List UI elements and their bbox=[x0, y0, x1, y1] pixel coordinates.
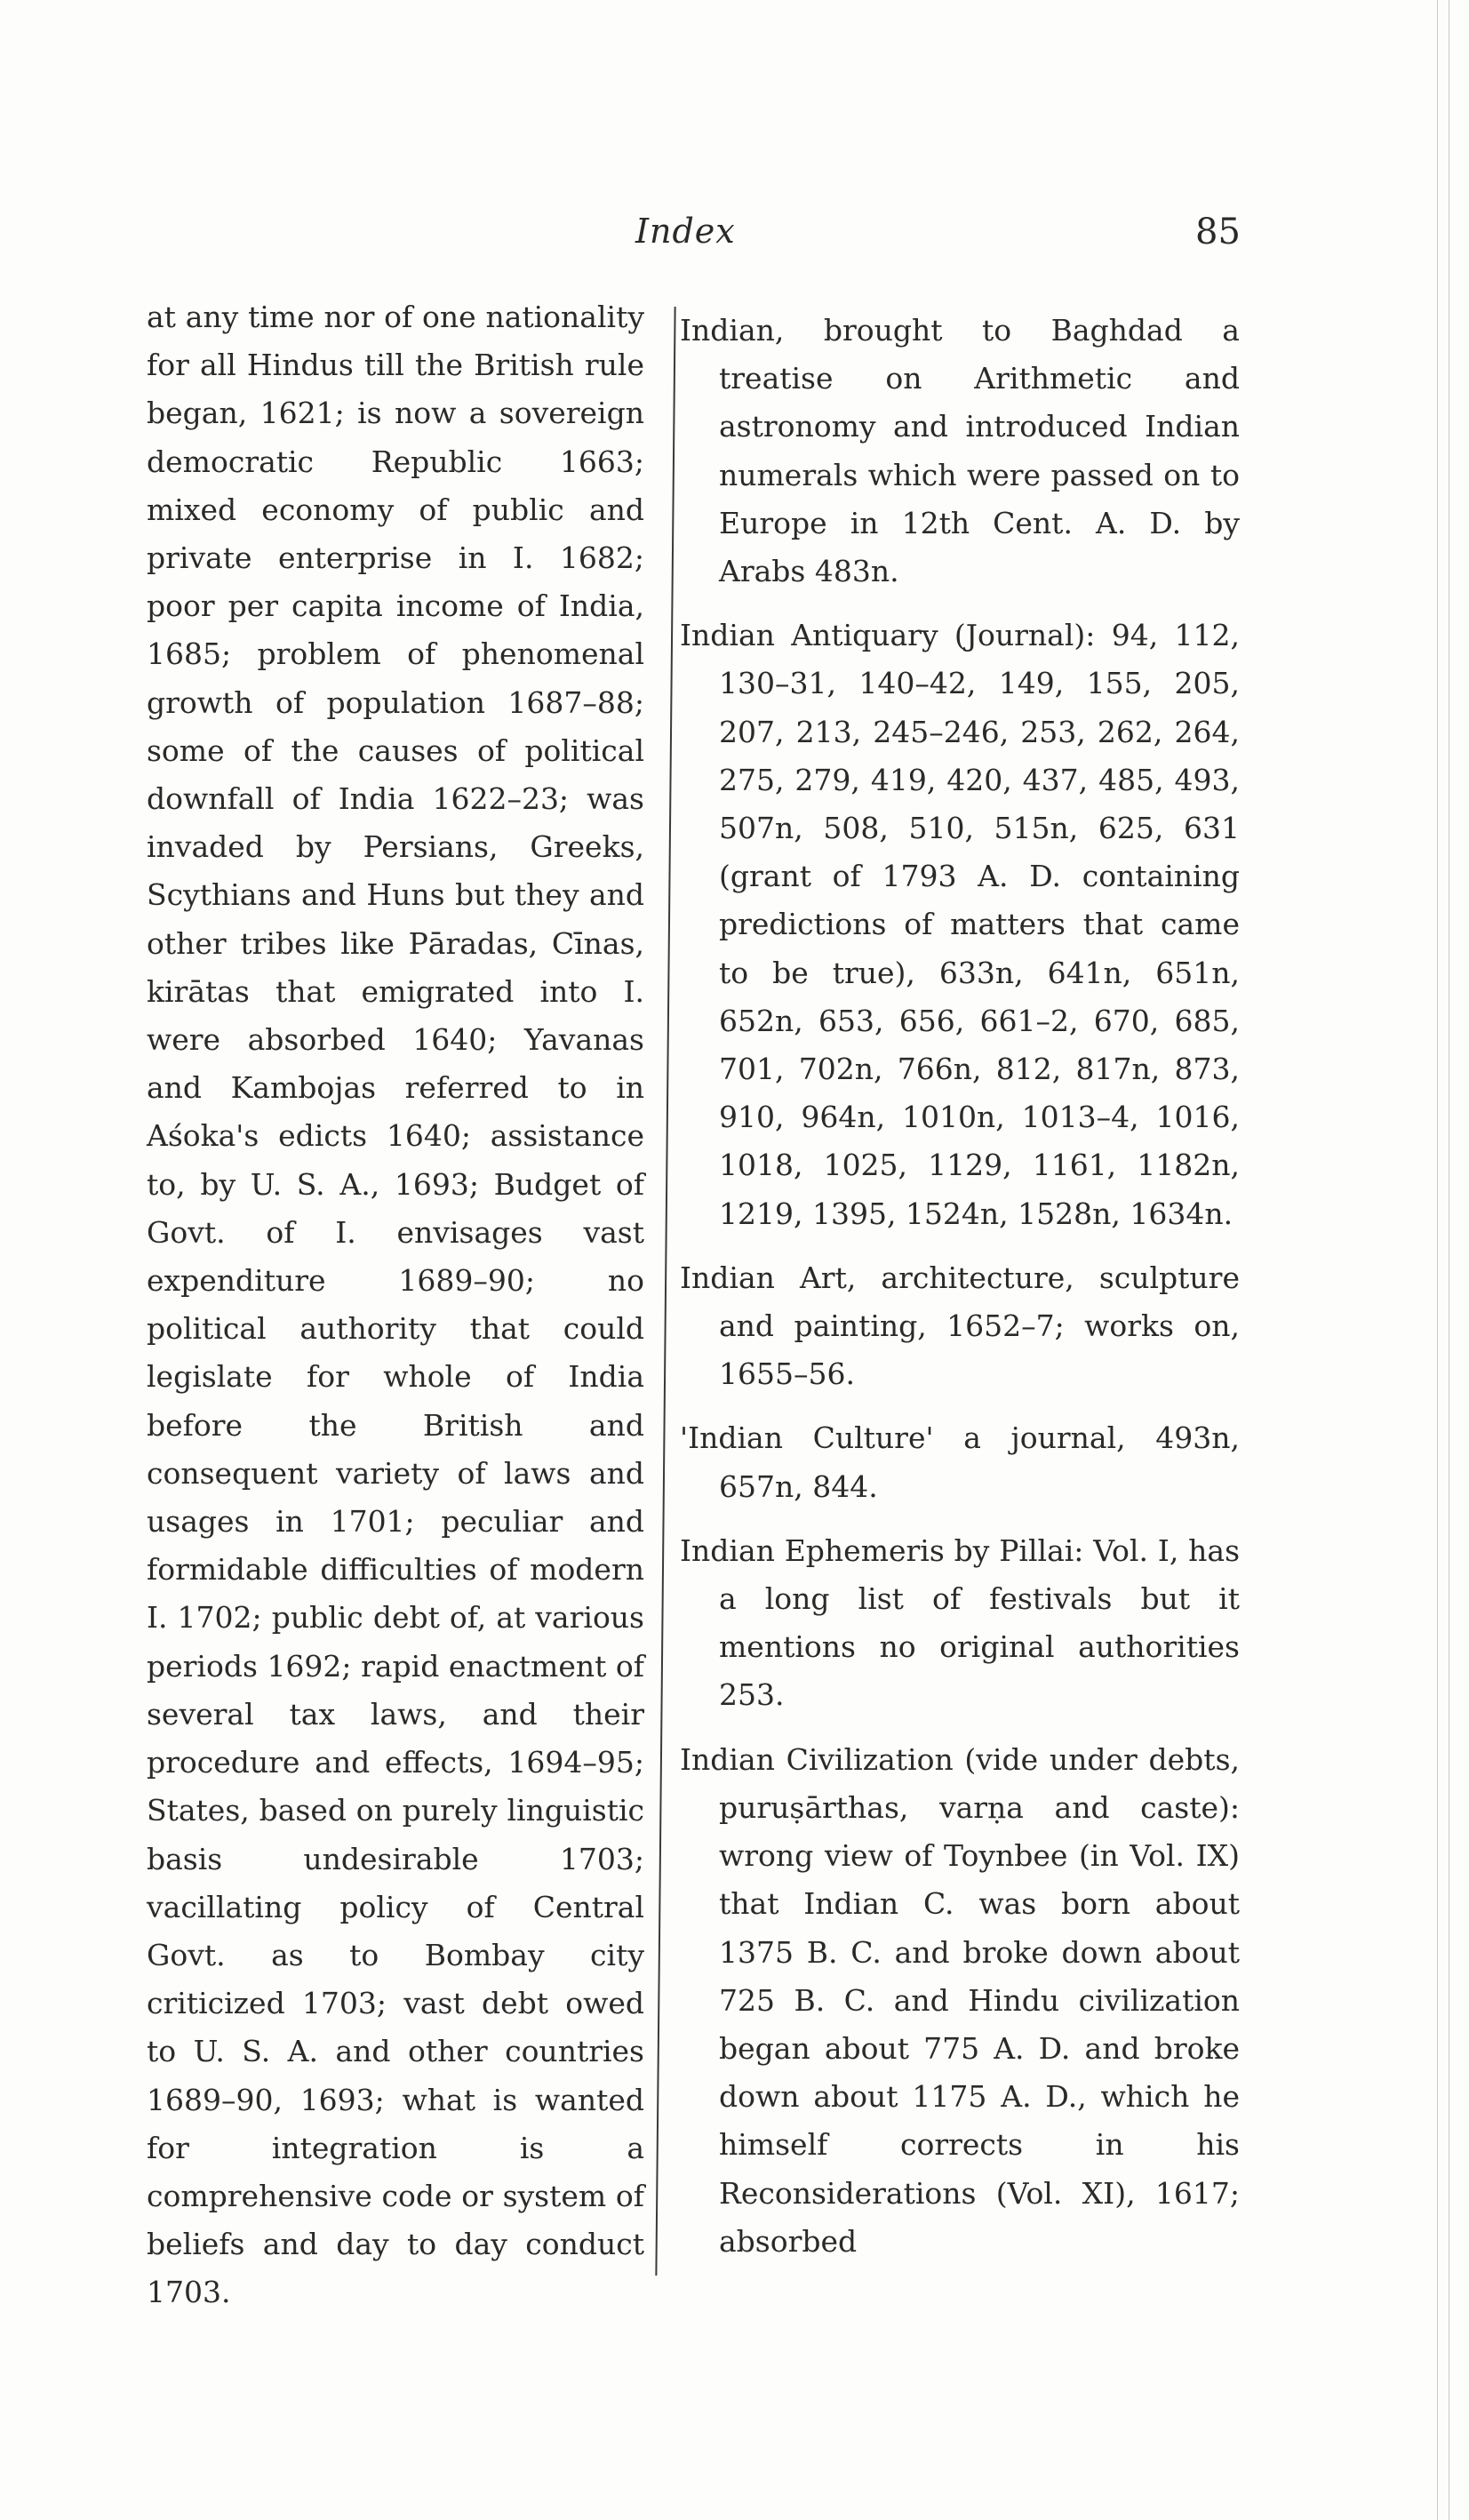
index-entry-indian-antiquary: Indian Antiquary (Journal): 94, 112, 130–31, 140–42, 149, 155, 205, 207, 213, 245–246, 253, 262, 264, 275, 279, 419, 420, 437, 485, 493, 507n, 508, 510, 515n, 625, 631 (grant of 1793 A. D. containing predictions of matters that came to be true), 633n, 641n, 651n, 652n, 653, 656, 661–2, 670, 685, 701, 702n, 766n, 812, 817n, 873, 910, 964n, 1010n, 1013–4, 1016, 1018, 1025, 1129, 1161, 1182n, 1219, 1395, 1524n, 1528n, 1634n. bbox=[680, 618, 1240, 1231]
column-divider bbox=[655, 307, 675, 2276]
index-entry-indian-civilization: Indian Civilization (vide under debts, puruṣārthas, varṇa and caste): wrong view of Toynbee (in Vol. IX) that Indian C. was born about 1375 B. C. and broke down about 725 B. C. and Hindu civilization began about 775 A. D. and broke down about 1175 A. D., which he himself corrects in his Reconsiderations (Vol. XI), 1617; absorbed bbox=[680, 1741, 1240, 2259]
index-entry-indian-culture: 'Indian Culture' a journal, 493n, 657n, 844. bbox=[680, 1420, 1240, 1504]
running-title: Index bbox=[635, 212, 736, 251]
continued-entry-text: at any time nor of one nationality for all Hindus till the British rule began, 1621; is now a sovereign democratic Republic 1663; mixed economy of public and private enterprise in I. 1682; poor per capita income of India, 1685; problem of phenomenal growth of population 1687–88; some of the causes of political downfall of India 1622–23; was invaded by Persians, Greeks, Scythians and Huns but they and other tribes like Pāradas, Cīnas, kirātas that emigrated into I. were absorbed 1640; Yavanas and Kambojas referred to in Aśoka's edicts 1640; assistance to, by U. S. A., 1693; Budget of Govt. of I. envisages vast expenditure 1689–90; no political authority that could legislate for whole of India before the British and consequent variety of laws and usages in 1701; peculiar and formidable difficulties of modern I. 1702; public debt of, at various periods 1692; rapid enactment of several tax laws, and their procedure and effects, 1694–95; States, based on purely linguistic basis undesirable 1703; vacillating policy of Central Govt. as to Bombay city criticized 1703; vast debt owed to U. S. A. and other countries 1689–90, 1693; what is wanted for integration is a comprehensive code or system of beliefs and day to day conduct 1703. bbox=[147, 300, 644, 2310]
index-entry-indian-baghdad: Indian, brought to Baghdad a treatise on Arithmetic and astronomy and introduced Indian numerals which were passed on to Europe in 12th Cent. A. D. by Arabs 483n. bbox=[680, 313, 1240, 589]
left-column bbox=[147, 293, 644, 2317]
page-number: 85 bbox=[1195, 212, 1241, 252]
page-edge-line bbox=[1437, 0, 1438, 2520]
index-entry-indian-art: Indian Art, architecture, sculpture and painting, 1652–7; works on, 1655–56. bbox=[680, 1260, 1240, 1392]
right-column bbox=[680, 307, 1240, 2282]
index-entry-indian-ephemeris: Indian Ephemeris by Pillai: Vol. I, has a long list of festivals but it mentions no original authorities 253. bbox=[680, 1532, 1240, 1713]
